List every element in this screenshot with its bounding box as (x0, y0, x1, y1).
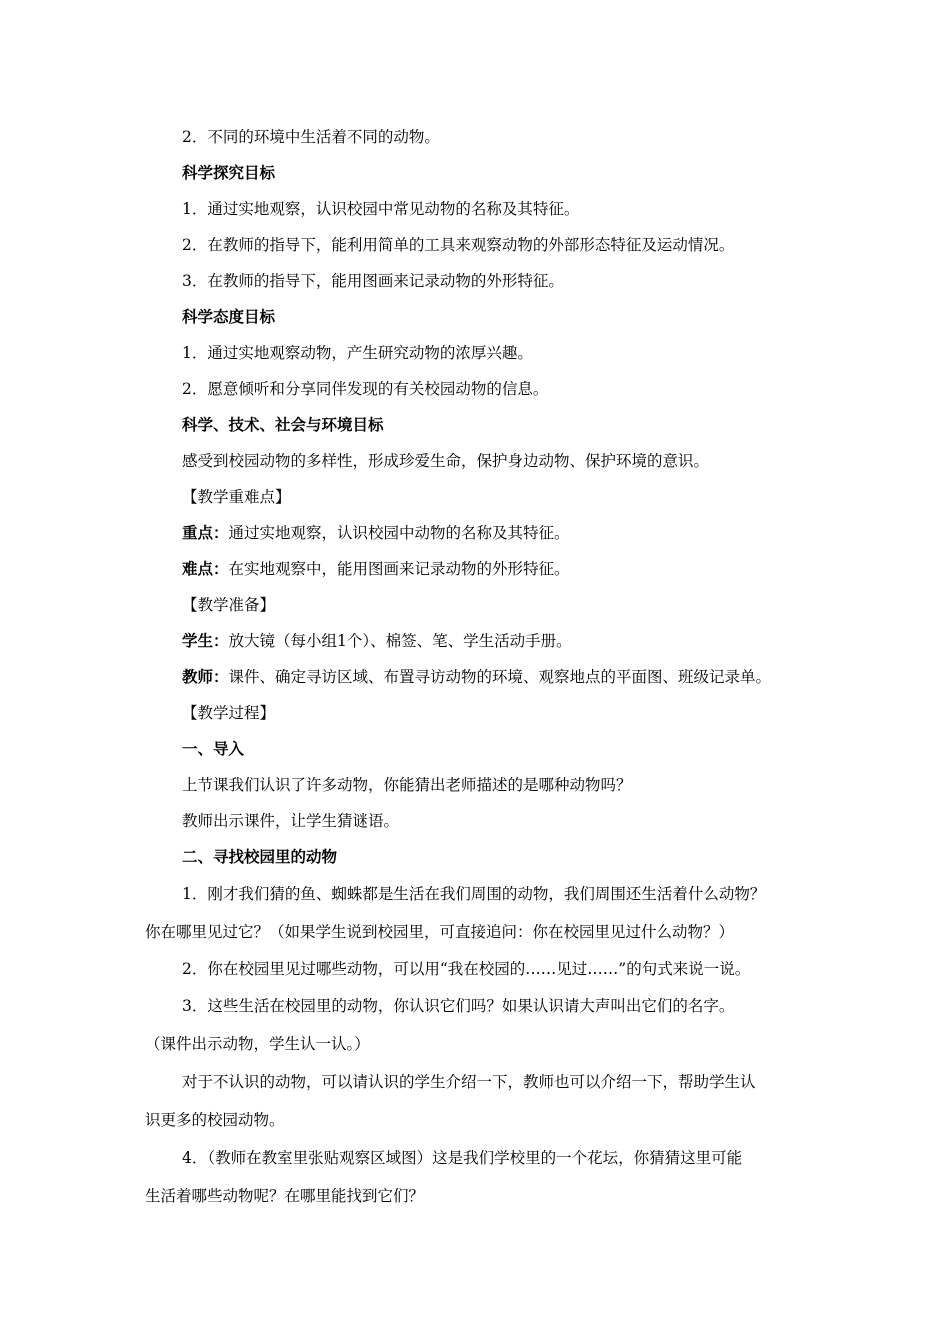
labeled-line (182, 523, 570, 543)
line-label: 重点： (182, 523, 229, 542)
section-heading: 科学探究目标 (182, 163, 276, 182)
labeled-line (182, 667, 771, 687)
text-line: 1．通过实地观察动物，产生研究动物的浓厚兴趣。 (182, 344, 533, 362)
line-text: 放大镜（每小组1个）、棉签、笔、学生活动手册。 (228, 632, 572, 650)
text-line: 上节课我们认识了许多动物，你能猜出老师描述的是哪种动物吗？ (182, 776, 632, 794)
line-label: 难点： (182, 559, 229, 578)
text-line: 生活着哪些动物呢？在哪里能找到它们？ (145, 1187, 425, 1205)
text-line: 2．你在校园里见过哪些动物，可以用“我在校园的……见过……”的句式来说一说。 (182, 960, 751, 978)
text-line: 2．不同的环境中生活着不同的动物。 (182, 128, 440, 146)
text-line: 2．愿意倾听和分享同伴发现的有关校园动物的信息。 (182, 380, 549, 398)
text-line: 对于不认识的动物，可以请认识的学生介绍一下，教师也可以介绍一下，帮助学生认 (182, 1073, 756, 1091)
text-line: 2．在教师的指导下，能利用简单的工具来观察动物的外部形态特征及运动情况。 (182, 236, 735, 254)
text-line: 3．这些生活在校园里的动物，你认识它们吗？如果认识请大声叫出它们的名字。 (182, 997, 735, 1015)
text-line: 3．在教师的指导下，能用图画来记录动物的外形特征。 (182, 272, 564, 290)
text-line: 感受到校园动物的多样性，形成珍爱生命，保护身边动物、保护环境的意识。 (182, 452, 710, 470)
text-line: 4．（教师在教室里张贴观察区域图）这是我们学校里的一个花坛，你猜猜这里可能 (182, 1149, 743, 1167)
section-heading: 科学态度目标 (182, 307, 276, 326)
line-text: 课件、确定寻访区域、布置寻访动物的环境、观察地点的平面图、班级记录单。 (228, 668, 772, 686)
line-label: 教师： (182, 667, 229, 686)
text-line: 教师出示课件，让学生猜谜语。 (182, 812, 400, 830)
text-line: （课件出示动物，学生认一认。） (145, 1035, 370, 1053)
bracket-heading: 【教学过程】 (182, 704, 276, 722)
line-text: 在实地观察中，能用图画来记录动物的外形特征。 (228, 560, 570, 578)
labeled-line (182, 559, 570, 579)
section-heading: 二、寻找校园里的动物 (182, 847, 338, 866)
bracket-heading: 【教学重难点】 (182, 488, 291, 506)
text-line: 1．刚才我们猜的鱼、蜘蛛都是生活在我们周围的动物，我们周围还生活着什么动物？ (182, 885, 766, 903)
text-line: 1．通过实地观察，认识校园中常见动物的名称及其特征。 (182, 200, 580, 218)
line-text: 通过实地观察，认识校园中动物的名称及其特征。 (228, 524, 570, 542)
line-label: 学生： (182, 631, 229, 650)
bracket-heading: 【教学准备】 (182, 596, 276, 614)
text-line: 识更多的校园动物。 (145, 1111, 285, 1129)
section-heading: 一、导入 (182, 739, 245, 758)
text-line: 你在哪里见过它？（如果学生说到校园里，可直接追问：你在校园里见过什么动物？） (145, 923, 735, 941)
labeled-line (182, 631, 572, 651)
section-heading: 科学、技术、社会与环境目标 (182, 415, 384, 434)
